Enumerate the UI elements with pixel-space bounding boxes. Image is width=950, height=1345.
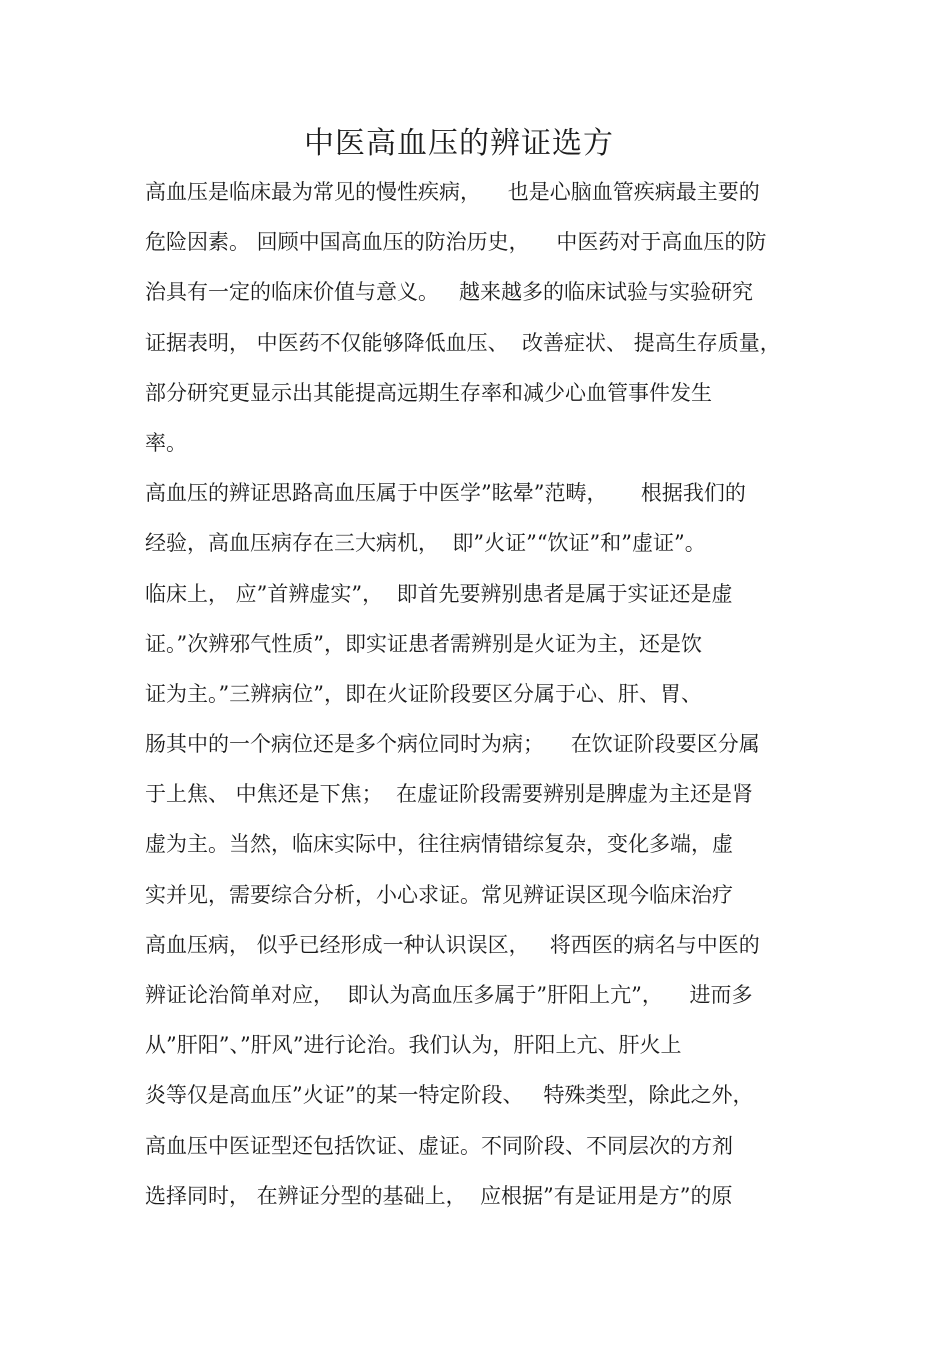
text-line: 肠其中的一个病位还是多个病位同时为病； 在饮证阶段要区分属 xyxy=(145,732,760,757)
text-line: 证据表明， 中医药不仅能够降低血压、 改善症状、 提高生存质量， xyxy=(145,330,781,355)
text-line: 高血压病， 似乎已经形成一种认识误区， 将西医的病名与中医的 xyxy=(145,932,760,957)
text-line: 选择同时， 在辨证分型的基础上， 应根据”有是证用是方”的原 xyxy=(145,1183,733,1208)
text-line: 高血压的辨证思路高血压属于中医学”眩晕”范畴， 根据我们的 xyxy=(145,481,746,506)
text-line: 临床上， 应”首辨虚实”， 即首先要辨别患者是属于实证还是虚 xyxy=(145,581,733,606)
text-line: 从”肝阳”、”肝风”进行论治。我们认为，肝阳上亢、肝火上 xyxy=(145,1033,682,1058)
text-line: 于上焦、 中焦还是下焦； 在虚证阶段需要辨别是脾虚为主还是肾 xyxy=(145,782,754,807)
text-line: 辨证论治简单对应， 即认为高血压多属于”肝阳上亢”， 进而多 xyxy=(145,983,753,1007)
text-line: 高血压是临床最为常见的慢性疾病， 也是心脑血管疾病最主要的 xyxy=(145,180,760,204)
text-line: 实并见，需要综合分析，小心求证。常见辨证误区现今临床治疗 xyxy=(145,882,733,907)
text-line: 治具有一定的临床价值与意义。 越来越多的临床试验与实验研究 xyxy=(145,280,754,305)
text-line: 证为主。”三辨病位”，即在火证阶段要区分属于心、肝、胃、 xyxy=(145,681,702,706)
text-line: 经验，高血压病存在三大病机， 即”火证”“饮证”和”虚证”。 xyxy=(145,531,706,556)
document-title: 中医高血压的辨证选方 xyxy=(304,126,614,161)
text-line: 危险因素。 回顾中国高血压的防治历史， 中医药对于高血压的防 xyxy=(145,230,767,255)
text-line: 率。 xyxy=(145,430,187,455)
text-line: 部分研究更显示出其能提高远期生存率和减少心血管事件发生 xyxy=(145,380,712,405)
text-line: 炎等仅是高血压”火证”的某一特定阶段、 特殊类型，除此之外， xyxy=(145,1083,754,1108)
text-line: 证。”次辨邪气性质”，即实证患者需辨别是火证为主，还是饮 xyxy=(145,631,702,656)
document-body xyxy=(145,170,815,1224)
text-line: 高血压中医证型还包括饮证、虚证。不同阶段、不同层次的方剂 xyxy=(145,1133,733,1158)
text-line: 虚为主。当然，临床实际中，往往病情错综复杂，变化多端，虚 xyxy=(145,832,733,857)
